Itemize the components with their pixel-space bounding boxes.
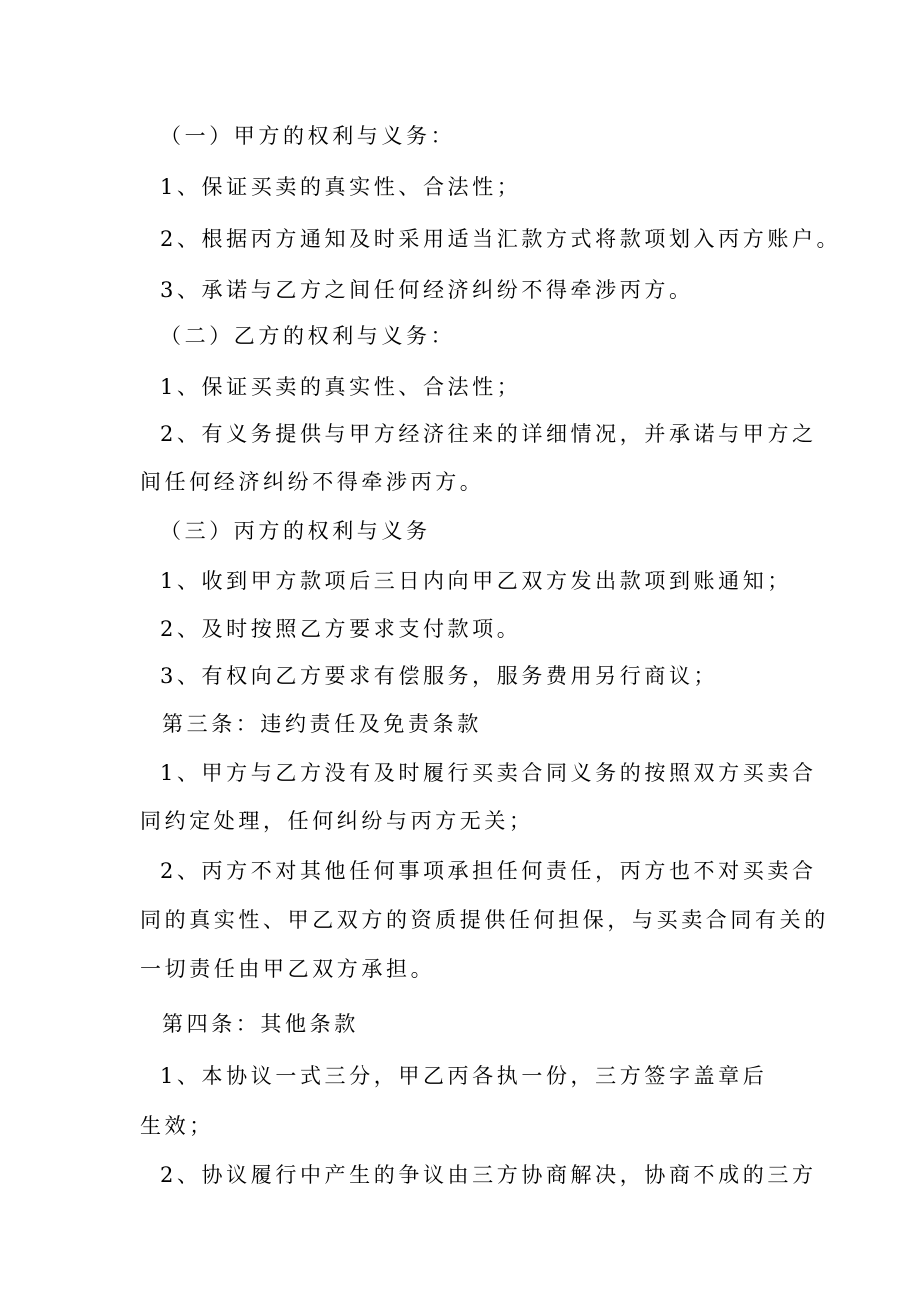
party-c-item-2: 2、及时按照乙方要求支付款项。 — [160, 617, 522, 641]
article-4-item-1: 1、本协议一式三分，甲乙丙各执一份，三方签字盖章后 — [160, 1064, 768, 1088]
article-4-item-1-continued: 生效； — [140, 1114, 214, 1138]
article-3-item-2: 2、丙方不对其他任何事项承担任何责任，丙方也不对买卖合 — [160, 859, 817, 883]
party-c-item-1: 1、收到甲方款项后三日内向甲乙双方发出款项到账通知； — [160, 569, 792, 593]
article-3-heading: 第三条：违约责任及免责条款 — [162, 712, 482, 736]
party-b-item-1: 1、保证买卖的真实性、合法性； — [160, 375, 522, 399]
article-4-item-2: 2、协议履行中产生的争议由三方协商解决，协商不成的三方 — [160, 1163, 817, 1187]
party-b-item-2-continued: 间任何经济纠纷不得牵涉丙方。 — [140, 470, 485, 494]
article-3-item-1: 1、甲方与乙方没有及时履行买卖合同义务的按照双方买卖合 — [160, 761, 817, 785]
article-3-item-1-continued: 同约定处理，任何纠纷与丙方无关； — [140, 809, 534, 833]
section-heading-party-a: （一）甲方的权利与义务： — [160, 124, 456, 148]
section-heading-party-c: （三）丙方的权利与义务 — [160, 519, 431, 543]
party-a-item-2: 2、根据丙方通知及时采用适当汇款方式将款项划入丙方账户。 — [160, 227, 842, 251]
article-3-item-2-continued-1: 同的真实性、甲乙双方的资质提供任何担保，与买卖合同有关的 — [140, 908, 829, 932]
party-a-item-3: 3、承诺与乙方之间任何经济纠纷不得牵涉丙方。 — [160, 278, 694, 302]
article-3-item-2-continued-2: 一切责任由甲乙双方承担。 — [140, 957, 436, 981]
section-heading-party-b: （二）乙方的权利与义务： — [160, 324, 456, 348]
party-c-item-3: 3、有权向乙方要求有偿服务，服务费用另行商议； — [160, 664, 719, 688]
party-a-item-1: 1、保证买卖的真实性、合法性； — [160, 175, 522, 199]
article-4-heading: 第四条：其他条款 — [162, 1012, 359, 1036]
party-b-item-2: 2、有义务提供与甲方经济往来的详细情况，并承诺与甲方之 — [160, 422, 817, 446]
